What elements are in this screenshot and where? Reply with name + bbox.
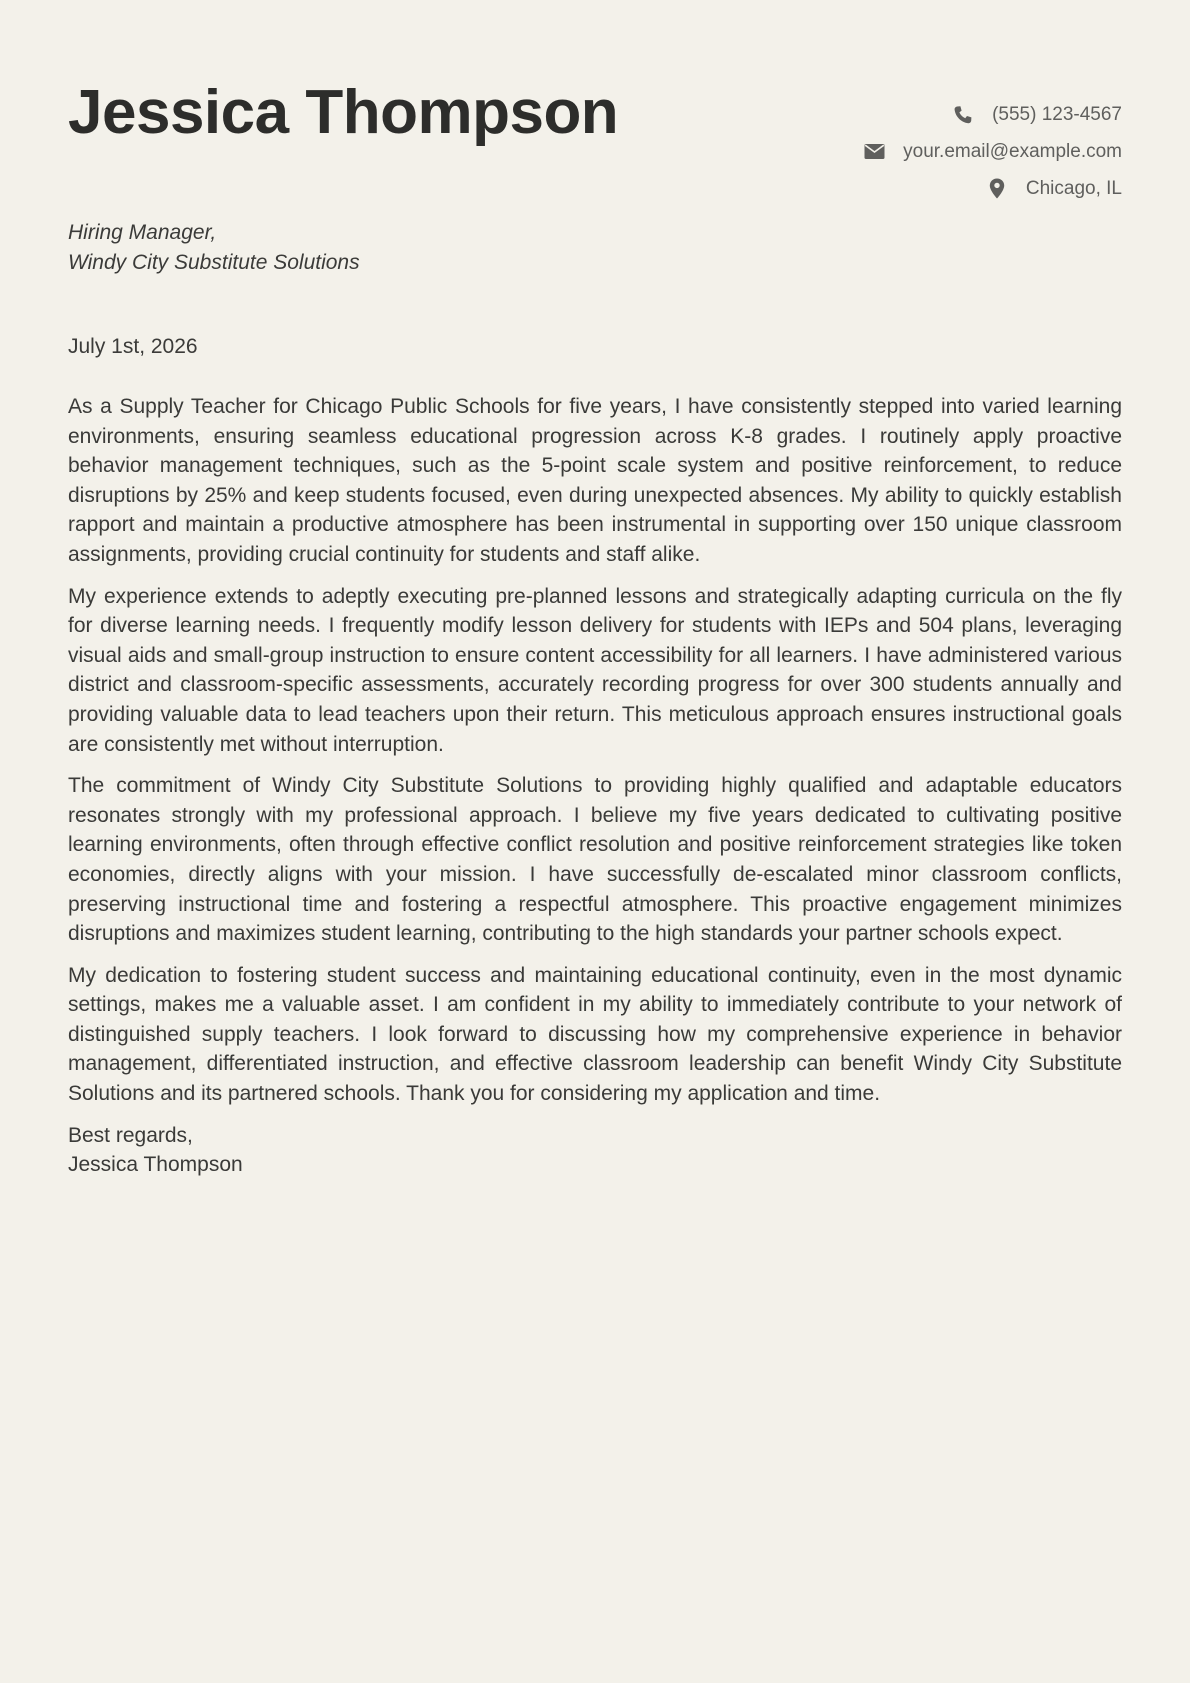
envelope-icon	[863, 141, 885, 163]
recipient-company: Windy City Substitute Solutions	[68, 251, 360, 274]
phone-icon	[952, 104, 974, 126]
body-paragraph: My dedication to fostering student success and maintaining educational continuity, even in the most dynamic settings, makes me a valuable asset. I am confident in my ability to immediately contribute to your network of distinguished supply teachers. I look forward to discussing how my comprehensive experience in behavior management, differentiated instruction, and effective classroom leadership can benefit Windy City Substitute Solutions and its partnered schools. Thank you for considering my application and time.	[68, 963, 1122, 1106]
recipient-title: Hiring Manager,	[68, 221, 217, 244]
map-pin-icon	[986, 178, 1008, 200]
recipient-block	[68, 218, 1122, 278]
contact-phone-row	[863, 96, 1122, 133]
closing-signature: Jessica Thompson	[68, 1153, 243, 1177]
closing-salutation: Best regards,	[68, 1123, 193, 1147]
contact-email: your.email@example.com	[903, 140, 1122, 162]
body-paragraph: The commitment of Windy City Substitute Solutions to providing highly qualified and adaptable educators resonates strongly with my professional approach. I believe my five years dedicated to cultivating positive learning environments, often through effective conflict resolution and positive reinforcement strategies like token economies, directly aligns with your mission. I have successfully de-escalated minor classroom conflicts, preserving instructional time and fostering a respectful atmosphere. This proactive engagement minimizes disruptions and maximizes student learning, contributing to the high standards your partner schools expect.	[68, 774, 1122, 946]
contact-phone: (555) 123-4567	[992, 103, 1122, 125]
letter-body	[68, 392, 1122, 1109]
letter-header	[68, 0, 1122, 200]
letter-closing	[68, 1121, 1122, 1180]
contact-location-row	[863, 170, 1122, 207]
body-paragraph: As a Supply Teacher for Chicago Public Schools for five years, I have consistently stepped into varied learning environments, ensuring seamless educational progression across K-8 grades. I routinely apply proactive behavior management techniques, such as the 5-point scale system and positive reinforcement, to reduce disruptions by 25% and keep students focused, even during unexpected absences. My ability to quickly establish rapport and maintain a productive atmosphere has been instrumental in supporting over 150 unique classroom assignments, providing crucial continuity for students and staff alike.	[68, 395, 1122, 566]
contact-email-row	[863, 133, 1122, 170]
contact-location: Chicago, IL	[1025, 177, 1122, 199]
contact-block	[863, 96, 1122, 207]
body-paragraph: My experience extends to adeptly executing pre-planned lessons and strategically adapting curricula on the fly for diverse learning needs. I frequently modify lesson delivery for students with IEPs and 504 plans, leveraging visual aids and small-group instruction to ensure content accessibility for all learners. I have administered various district and classroom-specific assessments, accurately recording progress for over 300 students annually and providing valuable data to lead teachers upon their return. This meticulous approach ensures instructional goals are consistently met without interruption.	[68, 584, 1122, 756]
letter-date: July 1st, 2026	[68, 335, 198, 358]
applicant-name: Jessica Thompson	[68, 78, 619, 147]
